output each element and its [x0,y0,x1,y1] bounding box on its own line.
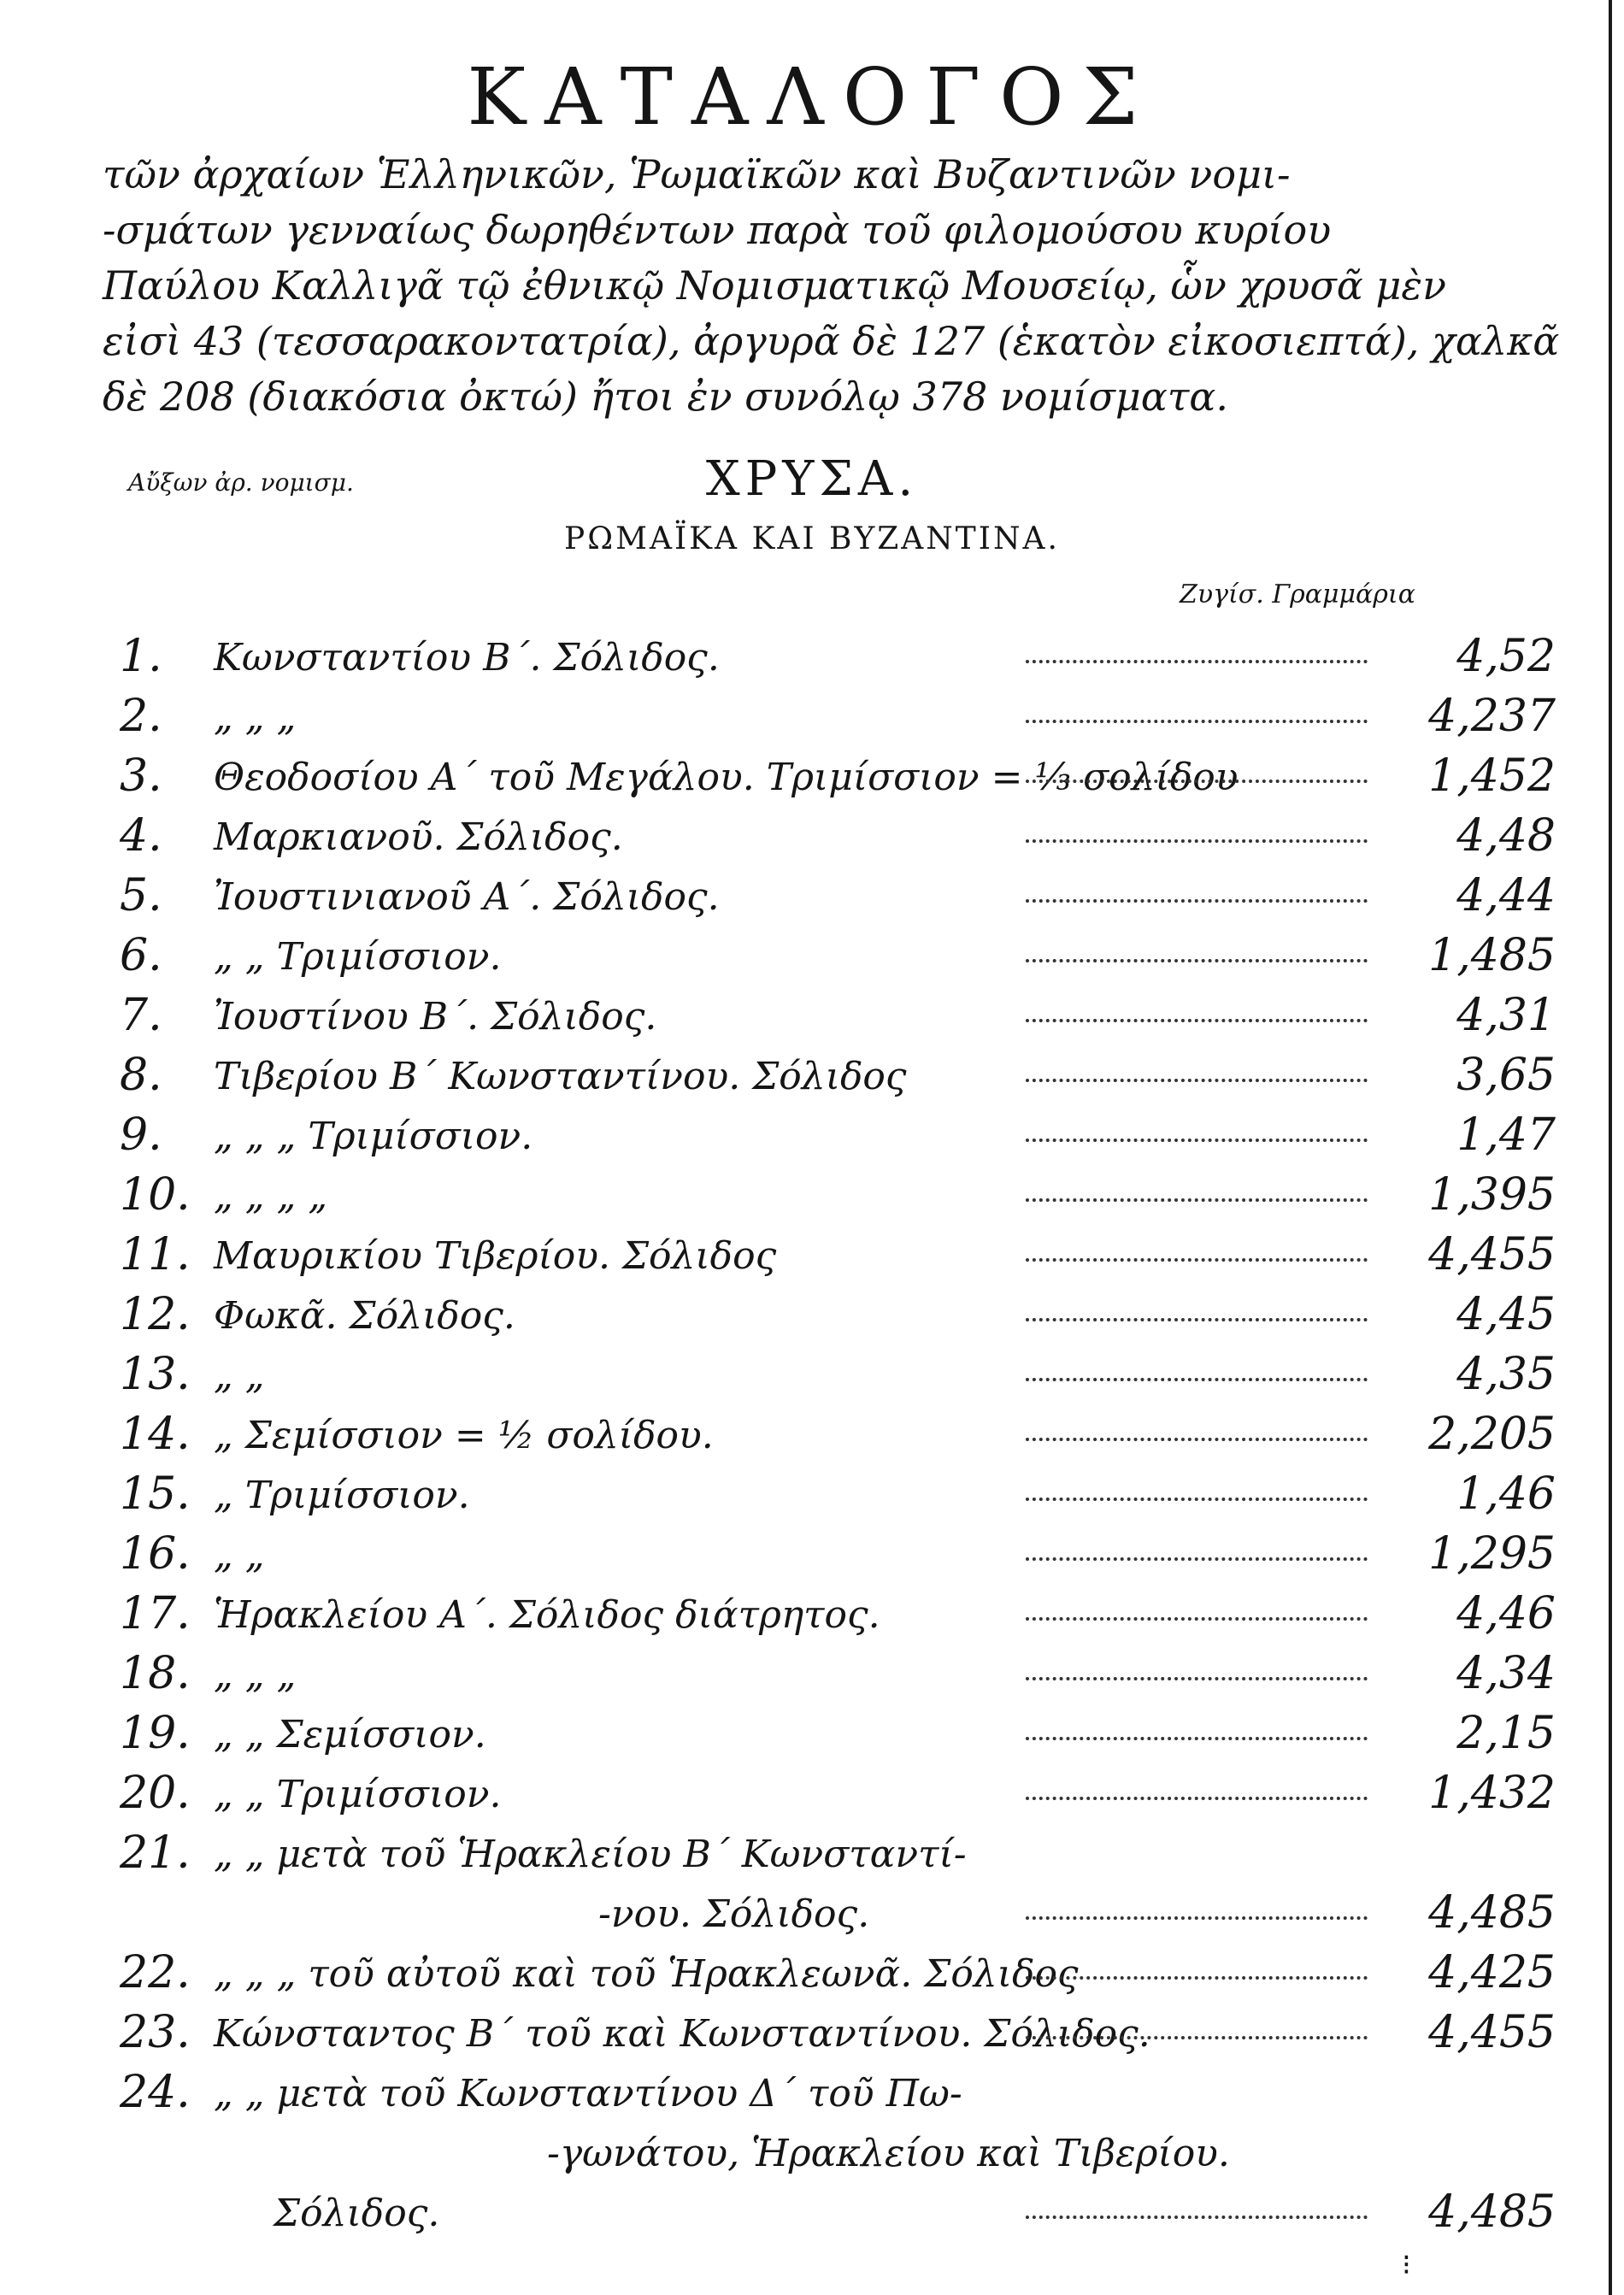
entry-number: 2. [120,691,162,742]
leader-dots [1026,1245,1368,1262]
entry-row [120,1468,1556,1525]
entry-row [120,1947,1556,2004]
entry-row [120,1409,1556,1465]
section-subtitle: ΡΩΜΑΪΚΑ ΚΑΙ ΒΥΖΑΝΤΙΝΑ. [564,521,1060,556]
leader-dots [1026,1783,1368,1800]
entry-number: 6. [120,930,162,981]
entry-row [120,1588,1556,1645]
leader-dots [1026,1544,1368,1561]
entry-row [120,631,1556,687]
entry-row [120,810,1556,867]
entry-description: „ „ μετὰ τοῦ Κωνσταντίνου Δ΄ τοῦ Πω- [214,2072,962,2116]
entry-weight: 4,52 [1456,631,1556,682]
entry-weight: 4,45 [1456,1289,1556,1340]
entry-description: „ Σεμίσσιον = ½ σολίδου. [214,1414,714,1457]
entry-number: 4. [120,810,162,862]
entry-number: 14. [120,1409,191,1460]
entry-number: 8. [120,1050,162,1101]
entry-number: 9. [120,1109,162,1161]
entry-row [120,2186,1556,2243]
entry-number: 18. [120,1648,191,1699]
entry-row [120,2007,1556,2063]
entry-description: „ „ „ τοῦ αὐτοῦ καὶ τοῦ Ἡρακλεωνᾶ. Σόλιδος [214,1952,1079,1996]
intro-line: τῶν ἀρχαίων Ἑλληνικῶν, Ῥωμαϊκῶν καὶ Βυζαντινῶν νομι- [103,151,1291,197]
entry-weight: 4,485 [1428,2186,1556,2238]
entry-row [120,1708,1556,1764]
entry-row [120,1050,1556,1106]
entry-row [120,2127,1556,2183]
entry-weight: 4,48 [1456,810,1556,862]
entry-weight: 4,35 [1456,1349,1556,1400]
entry-description: „ „ Σεμίσσιον. [214,1713,486,1757]
entry-row [120,1349,1556,1405]
leader-dots [1026,706,1368,723]
leader-dots [1026,1125,1368,1142]
entry-row [120,1169,1556,1226]
entry-weight: 1,432 [1428,1768,1556,1819]
entry-number: 12. [120,1289,191,1340]
entry-weight: 4,485 [1428,1887,1556,1939]
entry-weight: 1,395 [1428,1169,1556,1221]
intro-line: -σμάτων γενναίως δωρηθέντων παρὰ τοῦ φιλομούσου κυρίου [103,207,1332,253]
leader-dots [1026,1903,1368,1920]
entry-row [120,870,1556,927]
entry-weight: 2,205 [1428,1409,1556,1460]
entry-description: Ἰουστινιανοῦ Α΄. Σόλιδος. [214,875,720,919]
column-heading-serial: Αὔξων ἀρ. νομισμ. [128,468,354,497]
leader-dots [1026,1304,1368,1321]
entry-row [120,1109,1556,1166]
leader-dots [1026,1185,1368,1202]
entry-number: 24. [120,2067,191,2118]
entry-description: Κωνσταντίου Β΄. Σόλιδος. [214,636,720,680]
entry-description: -νου. Σόλιδος. [598,1892,870,1936]
entry-weight: 1,485 [1428,930,1556,981]
entry-description: Μαρκιανοῦ. Σόλιδος. [214,815,623,859]
entry-description: „ „ „ [214,696,297,739]
entry-row [120,1827,1556,1884]
leader-dots [1026,1963,1368,1980]
entry-number: 17. [120,1588,191,1639]
column-heading-weight: Ζυγίσ. Γραμμάρια [1180,580,1415,609]
intro-line: δὲ 208 (διακόσια ὀκτώ) ἤτοι ἐν συνόλῳ 378 νομίσματα. [103,374,1228,420]
entry-number: 11. [120,1229,191,1280]
entry-number: 10. [120,1169,191,1221]
entry-number: 5. [120,870,162,921]
entry-weight: 4,455 [1428,2007,1556,2058]
entry-row [120,1528,1556,1585]
entry-number: 15. [120,1468,191,1520]
leader-dots [1026,646,1368,663]
entry-weight: 3,65 [1456,1050,1556,1101]
leader-dots [1026,1604,1368,1621]
entry-row [120,2067,1556,2123]
entry-number: 19. [120,1708,191,1759]
entry-row [120,930,1556,986]
corner-mark: ⁝ [1402,2248,1411,2282]
leader-dots [1026,1065,1368,1082]
entry-row [120,691,1556,747]
entry-weight: 4,44 [1456,870,1556,921]
entry-description: „ Τριμίσσιον. [214,1474,470,1517]
entry-weight: 1,47 [1456,1109,1556,1161]
intro-line: Παύλου Καλλιγᾶ τῷ ἐθνικῷ Νομισματικῷ Μουσείῳ, ὧν χρυσᾶ μὲν [103,262,1447,309]
entry-number: 13. [120,1349,191,1400]
entry-description: „ „ Τριμίσσιον. [214,1773,502,1816]
entry-row [120,1768,1556,1824]
entry-description: „ „ μετὰ τοῦ Ἡρακλείου Β΄ Κωνσταντί- [214,1833,967,1876]
entry-description: Ἰουστίνου Β΄. Σόλιδος. [214,995,657,1039]
leader-dots [1026,1005,1368,1022]
entry-row [120,1648,1556,1704]
entry-description: Μαυρικίου Τιβερίου. Σόλιδος [214,1234,777,1278]
entry-number: 20. [120,1768,191,1819]
entry-number: 23. [120,2007,191,2058]
catalogue-title: ΚΑΤΑΛΟΓΟΣ [467,51,1157,143]
entry-description: Θεοδοσίου Α΄ τοῦ Μεγάλου. Τριμίσσιον = ⅓ σολίδου [214,756,1239,799]
entry-description: -γωνάτου, Ἡρακλείου καὶ Τιβερίου. [547,2132,1230,2175]
entry-row [120,750,1556,807]
entry-row [120,1887,1556,1944]
entry-weight: 4,455 [1428,1229,1556,1280]
entry-number: 3. [120,750,162,802]
entry-weight: 4,34 [1456,1648,1556,1699]
entry-description: „ „ „ „ [214,1174,328,1218]
entry-number: 22. [120,1947,191,1998]
leader-dots [1026,1484,1368,1501]
entry-description: „ „ [214,1533,265,1577]
entry-number: 16. [120,1528,191,1580]
leader-dots [1026,1424,1368,1441]
entry-weight: 4,425 [1428,1947,1556,1998]
leader-dots [1026,766,1368,783]
entry-description: Σόλιδος. [274,2192,440,2235]
entry-description: Τιβερίου Β΄ Κωνσταντίνου. Σόλιδος [214,1055,907,1098]
entry-weight: 1,46 [1456,1468,1556,1520]
entry-description: „ „ [214,1354,265,1398]
leader-dots [1026,826,1368,843]
entry-description: Κώνσταντος Β΄ τοῦ καὶ Κωνσταντίνου. Σόλιδος. [214,2012,1150,2056]
leader-dots [1026,2202,1368,2219]
entry-row [120,990,1556,1046]
leader-dots [1026,886,1368,903]
entry-number: 1. [120,631,162,682]
entry-weight: 4,237 [1428,691,1556,742]
leader-dots [1026,945,1368,962]
entry-description: „ „ „ [214,1653,297,1697]
entry-row [120,1229,1556,1286]
entry-weight: 4,46 [1456,1588,1556,1639]
entry-number: 21. [120,1827,191,1879]
section-title: ΧΡΥΣΑ. [705,451,919,507]
leader-dots [1026,1364,1368,1381]
intro-line: εἰσὶ 43 (τεσσαρακοντατρία), ἀργυρᾶ δὲ 127 (ἑκατὸν εἰκοσιεπτά), χαλκᾶ [103,318,1560,364]
leader-dots [1026,1723,1368,1740]
entry-description: Ἡρακλείου Α΄. Σόλιδος διάτρητος. [214,1593,880,1637]
entry-weight: 2,15 [1456,1708,1556,1759]
leader-dots [1026,2022,1368,2039]
entry-description: „ „ „ Τριμίσσιον. [214,1115,533,1158]
entry-weight: 1,452 [1428,750,1556,802]
entry-weight: 4,31 [1456,990,1556,1041]
leader-dots [1026,1663,1368,1680]
entry-row [120,1289,1556,1345]
entry-weight: 1,295 [1428,1528,1556,1580]
entry-number: 7. [120,990,162,1041]
entry-description: Φωκᾶ. Σόλιδος. [214,1294,515,1338]
entry-description: „ „ Τριμίσσιον. [214,935,502,979]
